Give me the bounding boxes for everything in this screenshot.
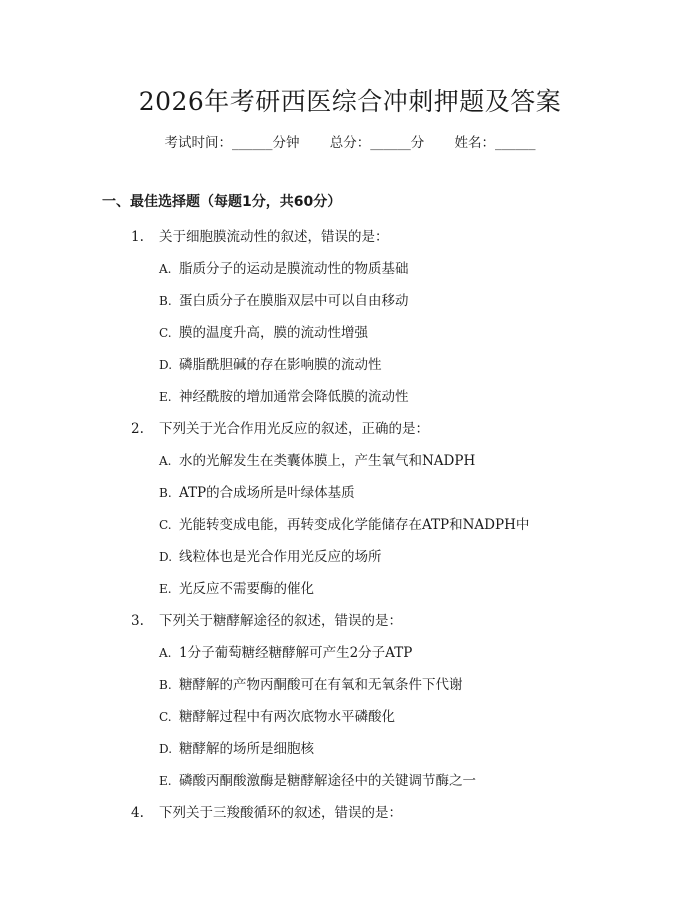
question-stem: 下列关于三羧酸循环的叙述，错误的是： bbox=[159, 805, 402, 821]
option-text: 糖酵解过程中有两次底物水平磷酸化 bbox=[179, 709, 395, 725]
option-letter: A. bbox=[159, 454, 172, 468]
option-3d bbox=[159, 737, 314, 757]
question-1 bbox=[131, 225, 389, 245]
option-2b bbox=[159, 481, 355, 501]
option-3a bbox=[159, 641, 412, 661]
question-stem: 关于细胞膜流动性的叙述，错误的是： bbox=[159, 229, 389, 245]
option-letter: D. bbox=[159, 550, 173, 564]
option-letter: E. bbox=[159, 390, 172, 404]
option-2a bbox=[159, 449, 475, 469]
question-number: 3. bbox=[131, 613, 144, 629]
option-letter: E. bbox=[159, 774, 172, 788]
option-text: 光能转变成电能，再转变成化学能储存在ATP和NADPH中 bbox=[179, 517, 530, 533]
option-letter: D. bbox=[159, 358, 173, 372]
option-text: 磷脂酰胆碱的存在影响膜的流动性 bbox=[179, 357, 382, 373]
option-text: 线粒体也是光合作用光反应的场所 bbox=[179, 549, 382, 565]
exam-meta bbox=[0, 131, 700, 151]
question-number: 4. bbox=[131, 805, 144, 821]
option-1b bbox=[159, 289, 409, 309]
option-2d bbox=[159, 545, 382, 565]
option-3c bbox=[159, 705, 395, 725]
section-heading: 一、最佳选择题（每题1分，共60分） bbox=[102, 194, 342, 210]
question-number: 2. bbox=[131, 421, 144, 437]
total-score-field: 总分：______分 bbox=[329, 135, 425, 151]
question-stem: 下列关于糖酵解途径的叙述，错误的是： bbox=[159, 613, 402, 629]
question-stem: 下列关于光合作用光反应的叙述，正确的是： bbox=[159, 421, 429, 437]
option-text: ATP的合成场所是叶绿体基质 bbox=[179, 485, 355, 501]
question-3 bbox=[131, 609, 402, 629]
option-text: 膜的温度升高，膜的流动性增强 bbox=[179, 325, 368, 341]
option-text: 磷酸丙酮酸激酶是糖酵解途径中的关键调节酶之一 bbox=[179, 773, 476, 789]
option-3b bbox=[159, 673, 463, 693]
option-letter: B. bbox=[159, 486, 172, 500]
option-3e bbox=[159, 769, 476, 789]
exam-time-field: 考试时间：______分钟 bbox=[164, 135, 300, 151]
option-letter: C. bbox=[159, 326, 172, 340]
option-text: 神经酰胺的增加通常会降低膜的流动性 bbox=[179, 389, 409, 405]
name-field: 姓名：______ bbox=[454, 135, 536, 151]
option-2e bbox=[159, 577, 314, 597]
page-title: 2026年考研西医综合冲刺押题及答案 bbox=[138, 87, 562, 116]
option-text: 蛋白质分子在膜脂双层中可以自由移动 bbox=[179, 293, 409, 309]
option-letter: B. bbox=[159, 678, 172, 692]
option-1d bbox=[159, 353, 382, 373]
option-1c bbox=[159, 321, 368, 341]
option-2c bbox=[159, 513, 529, 533]
option-letter: D. bbox=[159, 742, 173, 756]
option-letter: E. bbox=[159, 582, 172, 596]
option-text: 光反应不需要酶的催化 bbox=[179, 581, 314, 597]
option-text: 1分子葡萄糖经糖酵解可产生2分子ATP bbox=[179, 645, 413, 661]
question-number: 1. bbox=[131, 229, 144, 245]
option-text: 脂质分子的运动是膜流动性的物质基础 bbox=[179, 261, 409, 277]
option-letter: A. bbox=[159, 646, 172, 660]
option-letter: A. bbox=[159, 262, 172, 276]
option-text: 水的光解发生在类囊体膜上，产生氧气和NADPH bbox=[179, 453, 476, 469]
question-4 bbox=[131, 801, 402, 821]
option-text: 糖酵解的场所是细胞核 bbox=[179, 741, 314, 757]
question-2 bbox=[131, 417, 429, 437]
option-1a bbox=[159, 257, 409, 277]
option-letter: B. bbox=[159, 294, 172, 308]
option-text: 糖酵解的产物丙酮酸可在有氧和无氧条件下代谢 bbox=[179, 677, 463, 693]
option-letter: C. bbox=[159, 710, 172, 724]
option-letter: C. bbox=[159, 518, 172, 532]
option-1e bbox=[159, 385, 409, 405]
